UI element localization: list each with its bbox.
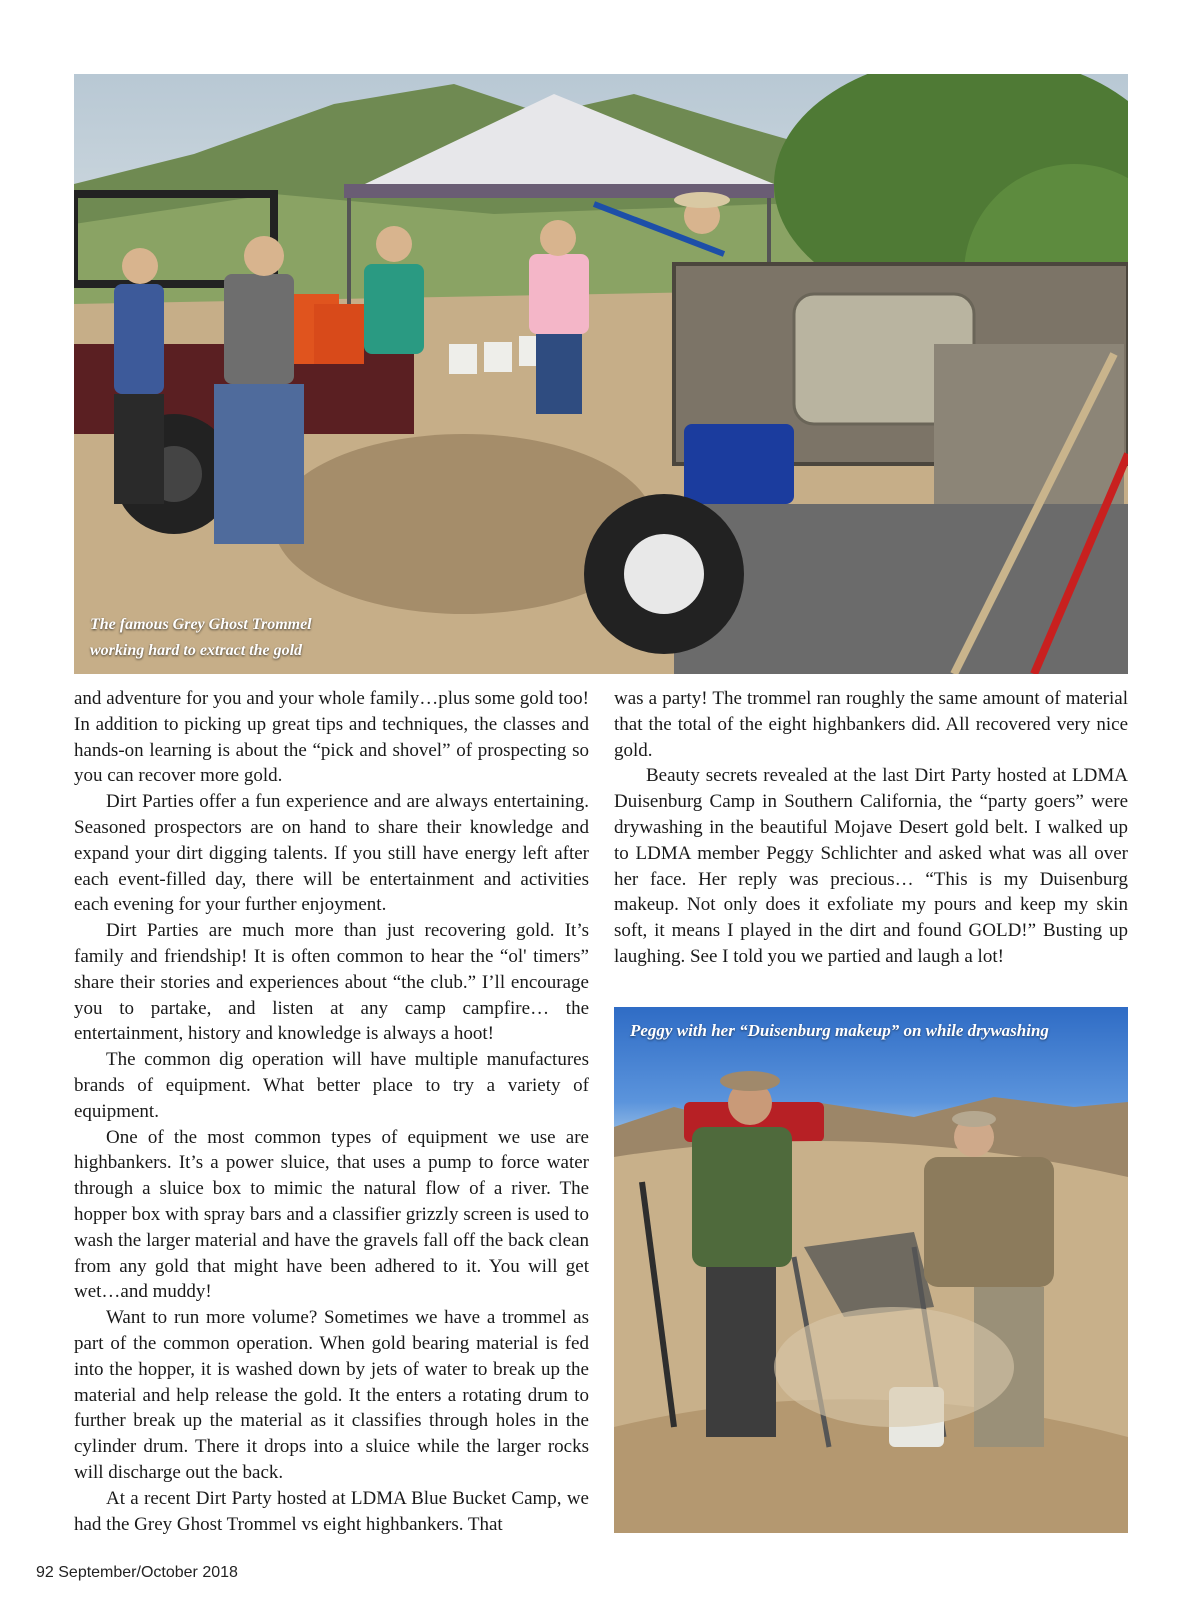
paragraph: Dirt Parties are much more than just recovering gold. It’s family and friendship! It is often common to hear the “ol' timers” share their stories and experiences about “the club.” I’ll encourage you to partake, and listen at any camp campfire… the entertainment, history and knowledge is always a hoot! (74, 920, 589, 1045)
paragraph: One of the most common types of equipment we use are highbankers. It’s a power sluice, that uses a pump to force water through a sluice box to mimic the natural flow of a river. The hopper box with spray bars and a classifier grizzly screen is used to wash the larger material and have the gravels fall off the back clean from any gold that might have been adhered to it. You will get wet…and muddy! (74, 1126, 589, 1303)
photo-caption: Peggy with her “Duisenburg makeup” on while drywashing (630, 1021, 1049, 1040)
photo-drywashing-illustration (614, 1007, 1128, 1533)
caption-line: The famous Grey Ghost Trommel (90, 616, 312, 633)
paragraph: Want to run more volume? Sometimes we have a trommel as part of the common operation. When gold bearing material is fed into the hopper, it is washed down by jets of water to break up the material and help release the gold. It the enters a rotating drum to further break up the material as it classifies through holes in the cylinder drum. There it drops into a sluice while the larger rocks will discharge out the back. (74, 1307, 589, 1483)
article-column-left (74, 686, 589, 1537)
paragraph: Dirt Parties offer a fun experience and are always entertaining. Seasoned prospectors are on hand to share their knowledge and expand your dirt digging talents. If you still have energy left after each event-filled day, there will be entertainment and activities each evening for your further enjoyment. (74, 791, 589, 916)
photo-drywashing (614, 1007, 1128, 1533)
paragraph: Beauty secrets revealed at the last Dirt Party hosted at LDMA Duisenburg Camp in Southern California, the “party goers” were drywashing in the beautiful Mojave Desert gold belt. I walked up to LDMA member Peggy Schlichter and asked what was all over her face. Her reply was precious… “This is my Duisenburg makeup. Not only does it exfoliate my pours and keep my skin soft, it means I played in the dirt and found GOLD!” Busting up laughing. See I told you we partied and laugh a lot! (614, 765, 1128, 967)
page-footer: 92 September/October 2018 (36, 1564, 238, 1581)
paragraph: was a party! The trommel ran roughly the same amount of material that the total of the eight highbankers did. All recovered very nice gold. (614, 688, 1128, 761)
caption-line: working hard to extract the gold (90, 642, 303, 659)
paragraph: The common dig operation will have multiple manufactures brands of equipment. What better place to try a variety of equipment. (74, 1049, 589, 1122)
paragraph: and adventure for you and your whole family…plus some gold too! In addition to picking up great tips and techniques, the classes and hands-on learning is about the “pick and shovel” of prospecting so you can recover more gold. (74, 688, 589, 787)
article-column-right (614, 686, 1128, 970)
photo-trommel-illustration (74, 74, 1128, 674)
photo-trommel (74, 74, 1128, 674)
photo-caption (90, 612, 312, 664)
paragraph: At a recent Dirt Party hosted at LDMA Blue Bucket Camp, we had the Grey Ghost Trommel vs eight highbankers. That (74, 1487, 589, 1535)
